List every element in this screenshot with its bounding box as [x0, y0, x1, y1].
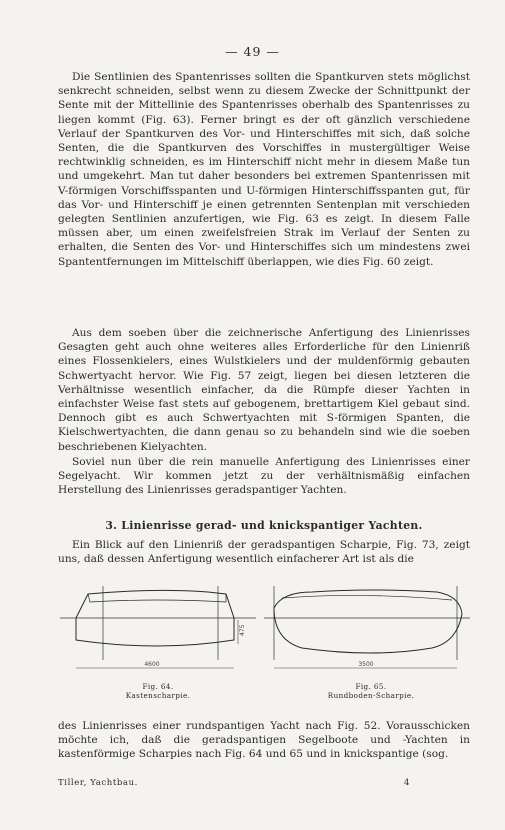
paragraph-text: des Linienrisses einer rundspantigen Yacht nach Fig. 52. Vorausschicken möchte ich, daß die geradspantigen Segelboote und -Yachten in kastenförmige Scharpies nach Fig. 64 und 65 und in knickspantige (sog.: [58, 720, 470, 761]
paragraph: [58, 538, 470, 566]
figure-64-caption: [88, 682, 228, 700]
figure-64-length-dimension: 4600: [144, 661, 160, 668]
paragraph: [58, 455, 470, 498]
figure-65-drawing: [262, 580, 472, 680]
signature-mark: 4: [403, 778, 410, 788]
figure-title: Kastenscharpie.: [125, 691, 191, 700]
footer-author-title: Tiller, Yachtbau.: [58, 778, 138, 788]
paragraph-text: Soviel nun über die rein manuelle Anfertigung des Linienrisses einer Segelyacht. Wir kommen jetzt zu der verhältnismäßig einfachen Herstellung des Linienrisses geradspantiger Yachten.: [58, 456, 470, 497]
figure-64-drawing: [58, 580, 258, 680]
figure-64-height-dimension: 475: [239, 624, 246, 636]
figure-label: Fig. 64.: [142, 682, 174, 691]
paragraph-text: Ein Blick auf den Linienriß der geradspantigen Scharpie, Fig. 73, zeigt uns, daß dessen Anfertigung wesentlich einfacherer Art ist als die: [58, 539, 470, 566]
page-number: — 49 —: [225, 44, 280, 59]
section-heading: 3. Linienrisse gerad- und knickspantiger Yachten.: [105, 519, 423, 532]
figure-label: Fig. 65.: [355, 682, 387, 691]
paragraph-text: Aus dem soeben über die zeichnerische Anfertigung des Linienrisses Gesagten geht auch ohne weiteres alles Erforderliche für den Linienriß eines Flossenkielers, eines Wulstkielers und der muldenförmig gebauten Schwertyacht hervor. Wie Fig. 57 zeigt, liegen bei diesen letzteren die Verhältnisse wesentlich einfacher, da die Rümpfe dieser Yachten in einfachster Weise fast stets auf gebogenem, brettartigem Kiel gebaut sind. Dennoch gibt es auch Schwertyachten mit S-förmigen Spanten, die Kielschwertyachten, die dann genau so zu behandeln sind wie die soeben beschriebenen Kielyachten.: [58, 327, 470, 453]
paragraph: [58, 70, 470, 269]
paragraph-text: Die Sentlinien des Spantenrisses sollten die Spantkurven stets möglichst senkrecht schneiden, selbst wenn zu diesem Zwecke der Schnittpunkt der Sente mit der Mittellinie des Spantenrisses oberhalb des Spantenrisses zu liegen kommt (Fig. 63). Ferner bringt es der oft gänzlich verschiedene Verlauf der Spantkurven des Vor- und Hinterschiffes mit sich, daß solche Senten, die die Spantkurven des Vorschiffes in mustergültiger Weise rechtwinklig schneiden, es im Hinterschiff nicht mehr in diesem Maße tun und umgekehrt. Man tut daher besonders bei extremen Spantenrissen mit V-förmigen Vorschiffsspanten und U-förmigen Hinterschiffsspanten gut, für das Vor- und Hinterschiff je einen getrennten Sentenplan mit verschieden gelegten Sentlinien anzufertigen, wie Fig. 63 es zeigt. In diesem Falle müssen aber, um einen zweifelsfreien Strak im Verlauf der Senten zu erhalten, die Senten des Vor- und Hinterschiffes sich um mindestens zwei Spantentfernungen im Mittelschiff überlappen, wie dies Fig. 60 zeigt.: [58, 71, 470, 268]
page-footer: [58, 778, 470, 788]
figure-title: Rundboden-Scharpie.: [327, 691, 415, 700]
paragraph: [58, 326, 470, 454]
paragraph: [58, 719, 470, 762]
figure-65-caption: [296, 682, 446, 700]
figure-65-length-dimension: 3500: [358, 661, 374, 668]
